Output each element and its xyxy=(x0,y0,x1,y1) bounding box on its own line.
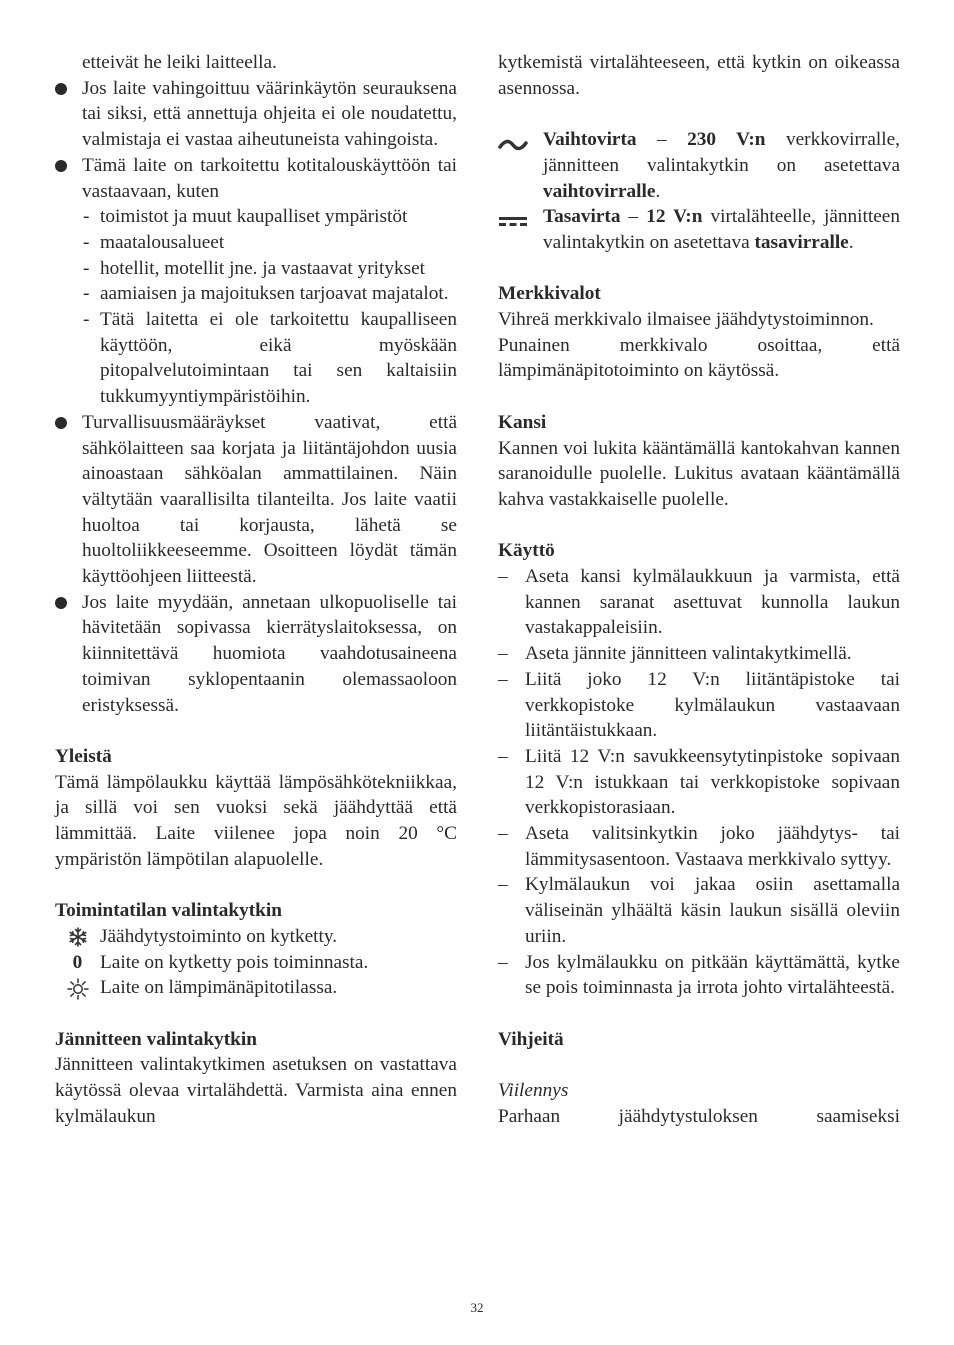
mode-off-row xyxy=(55,950,457,976)
kaytto-item-lid: – Aseta kansi kylmälaukkuun ja varmista, että kannen saranat asettuvat kunnolla laukun vastakappaleisiin. xyxy=(498,564,900,641)
mode-switch-heading: Toimintatilan valintakytkin xyxy=(55,900,282,922)
sub-item-hotels: - hotellit, motellit jne. ja vastaavat yritykset xyxy=(55,256,457,282)
bullet-disposal: Jos laite myydään, annetaan ulkopuoliselle tai hävitetään sopivassa kierrätyslaitoksessa, on kiinnitettävä huomiota vaahdotusaineena toimivan syklopentaanin olemassaoloon eristyksessä. xyxy=(55,590,457,719)
kaytto-item-socket: – Liitä 12 V:n savukkeensytytinpistoke sopivaan 12 V:n istukkaan tai verkkopistoke sopivaan verkkopistorasiaan. xyxy=(498,744,900,821)
kaytto-item-selector: – Aseta valitsinkytkin joko jäähdytys- tai lämmitysasentoon. Vastaava merkkivalo syttyy. xyxy=(498,821,900,872)
yleista-text: Tämä lämpölaukku käyttää lämpösähkötekniikkaa, ja sillä voi sen vuoksi sekä jäähdyttää että lämmittää. Laite viilenee jopa noin 20 °C ympäristön lämpötilan alapuolelle. xyxy=(55,771,457,870)
kaytto-item-storage: – Jos kylmälaukku on pitkään käyttämättä, kytke se pois toiminnasta ja irrota johto virtalähteestä. xyxy=(498,950,900,1001)
bullet-damage: Jos laite vahingoittuu väärinkäytön seurauksena tai siksi, että annettuja ohjeita ei ole noudatettu, valmistaja ei vastaa aiheutuneista vahingoista. xyxy=(55,76,457,153)
alternating-current-icon xyxy=(498,127,543,159)
sub-item-not-commercial: - Tätä laitetta ei ole tarkoitettu kaupalliseen käyttöön, eikä myöskään pitopalvelutoimintaan tai sen kaltaisiin tukkumyyntiympäristöihin. xyxy=(55,307,457,410)
kaytto-item-plug: – Liitä joko 12 V:n liitäntäpistoke tai verkkopistoke kylmälaukun vastaavaan liitäntäistukkaan. xyxy=(498,667,900,744)
mode-warm-row xyxy=(55,975,457,1001)
dc-voltage: 12 V:n xyxy=(646,206,703,228)
kaytto-item-divider: – Kylmälaukun voi jakaa osiin asettamalla väliseinän ylhäältä käsin laukun sisällä oleviin uriin. xyxy=(498,872,900,949)
bullet-household-use: Tämä laite on tarkoitettu kotitalouskäyttöön tai vastaavaan, kuten xyxy=(55,153,457,204)
mode-warm-text: Laite on lämpimänäpitotilassa. xyxy=(100,977,338,999)
off-symbol: 0 xyxy=(72,951,83,973)
sun-icon xyxy=(55,975,100,1000)
ac-setting: vaihtovirralle xyxy=(543,180,656,202)
mode-cool-text: Jäähdytystoiminto on kytketty. xyxy=(100,925,338,947)
dc-text: Tasavirta – 12 V:n virtalähteelle, jännitteen valintakytkin on asetettava tasavirralle. xyxy=(543,206,900,253)
viilennys-text: Parhaan jäähdytystuloksen saamiseksi xyxy=(498,1105,900,1127)
sub-item-offices: - toimistot ja muut kaupalliset ympäristöt xyxy=(55,204,457,230)
dc-row xyxy=(498,204,900,255)
voltage-continuation: kytkemistä virtalähteeseen, että kytkin on oikeassa asennossa. xyxy=(498,52,900,99)
page-number: 32 xyxy=(470,1300,484,1315)
ac-voltage: 230 V:n xyxy=(687,129,766,151)
merkkivalot-green: Vihreä merkkivalo ilmaisee jäähdytystoiminnon. xyxy=(498,309,874,330)
dc-description: virtalähteelle, jännitteen valintakytkin on asetettava xyxy=(543,206,900,253)
ac-row xyxy=(498,127,900,204)
intro-continuation: etteivät he leiki laitteella. xyxy=(82,52,277,73)
ac-text: Vaihtovirta – 230 V:n verkkovirralle, jännitteen valintakytkin on asetettava vaihtovirralle. xyxy=(543,129,900,202)
dc-label: Tasavirta xyxy=(543,206,621,228)
right-column xyxy=(498,50,900,1129)
sub-item-agriculture: - maatalousalueet xyxy=(55,230,457,256)
dc-setting: tasavirralle xyxy=(754,231,849,253)
ac-description: verkkovirralle, jännitteen valintakytkin on asetettava xyxy=(543,129,900,176)
ac-label: Vaihtovirta xyxy=(543,129,637,151)
sub-item-bed-breakfast: - aamiaisen ja majoituksen tarjoavat majatalot. xyxy=(55,281,457,307)
kansi-heading: Kansi xyxy=(498,411,547,433)
merkkivalot-heading: Merkkivalot xyxy=(498,283,601,305)
kansi-text: Kannen voi lukita kääntämällä kantokahvan kannen saranoidulle puolelle. Lukitus avataan kääntämällä kahva vastakkaiselle puolelle. xyxy=(498,437,900,510)
yleista-heading: Yleistä xyxy=(55,745,112,767)
mode-off-text: Laite on kytketty pois toiminnasta. xyxy=(100,951,369,973)
bullet-safety: Turvallisuusmääräykset vaativat, että sähkölaitteen saa korjata ja liitäntäjohdon uusia ainoastaan sähköalan ammattilainen. Näin vältytään vaarallisilta tilanteilta. Jos laite vaatii huoltoa tai korjausta, lähetä se huoltoliikkeeseemme. Osoitteen löydät tämän käyttöohjeen liitteestä. xyxy=(55,410,457,590)
direct-current-icon xyxy=(498,204,543,236)
kaytto-item-voltage: – Aseta jännite jännitteen valintakytkimellä. xyxy=(498,641,900,667)
viilennys-subheading: Viilennys xyxy=(498,1080,569,1102)
left-column xyxy=(55,50,457,1129)
voltage-switch-heading: Jännitteen valintakytkin xyxy=(55,1028,257,1050)
voltage-switch-text: Jännitteen valintakytkimen asetuksen on vastattava käytössä olevaa virtalähdettä. Varmista aina ennen kylmälaukun xyxy=(55,1054,457,1127)
mode-cool-row xyxy=(55,924,457,950)
kaytto-heading: Käyttö xyxy=(498,540,555,562)
vihjeita-heading: Vihjeitä xyxy=(498,1028,564,1050)
merkkivalot-red: Punainen merkkivalo osoittaa, että lämpimänäpitotoiminto on käytössä. xyxy=(498,334,900,382)
snowflake-icon xyxy=(55,924,100,947)
